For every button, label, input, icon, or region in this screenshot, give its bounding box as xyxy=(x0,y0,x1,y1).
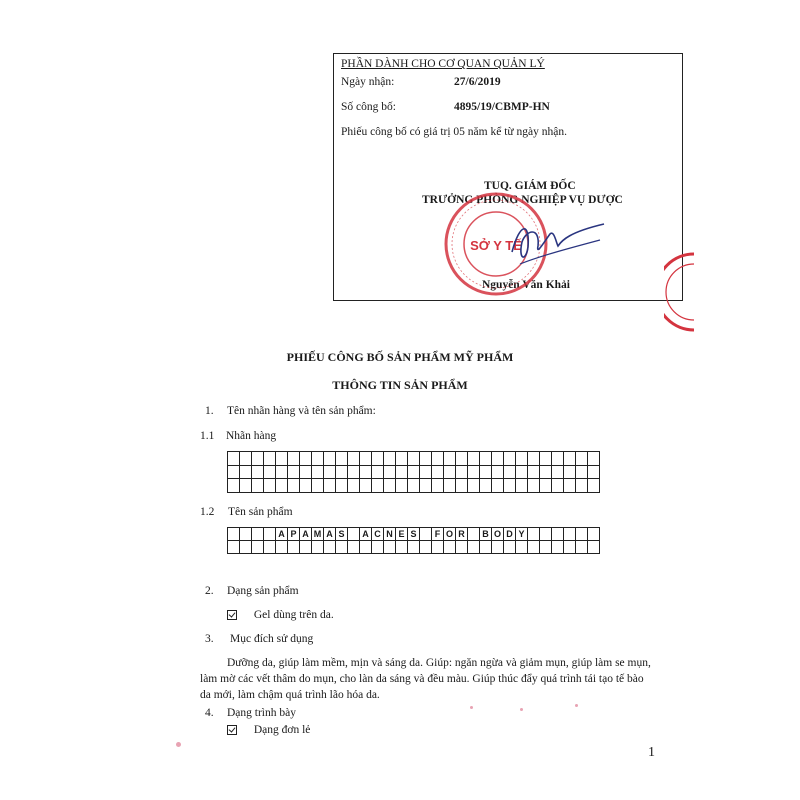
received-date-label: Ngày nhận: xyxy=(341,76,395,88)
grid-cell xyxy=(384,466,396,480)
section-3-text-line1: Dưỡng da, giúp làm mềm, mịn và sáng da. Giúp: ngăn ngừa và giảm mụn, giúp làm se mụn, xyxy=(227,657,651,669)
grid-cell xyxy=(432,479,444,493)
grid-cell xyxy=(432,466,444,480)
grid-cell xyxy=(576,479,588,493)
section-2-number: 2. xyxy=(205,585,214,597)
grid-cell xyxy=(240,528,252,541)
grid-cell xyxy=(576,452,588,466)
grid-cell xyxy=(276,452,288,466)
grid-cell: P xyxy=(288,528,300,541)
grid-cell xyxy=(264,541,276,554)
grid-cell xyxy=(276,479,288,493)
grid-cell xyxy=(300,479,312,493)
grid-cell xyxy=(564,452,576,466)
grid-cell xyxy=(480,479,492,493)
grid-cell xyxy=(492,541,504,554)
grid-cell xyxy=(576,541,588,554)
grid-cell xyxy=(456,541,468,554)
grid-cell xyxy=(552,541,564,554)
grid-cell xyxy=(588,466,600,480)
edge-stamp-icon xyxy=(664,252,694,332)
grid-cell: Y xyxy=(516,528,528,541)
grid-cell xyxy=(588,479,600,493)
grid-cell xyxy=(372,452,384,466)
grid-cell xyxy=(504,452,516,466)
grid-cell xyxy=(480,541,492,554)
stamp-text: SỞ Y TẾ xyxy=(470,238,522,253)
section-4-number: 4. xyxy=(205,707,214,719)
grid-cell xyxy=(564,479,576,493)
grid-cell xyxy=(336,466,348,480)
signer-name: Nguyễn Văn Khải xyxy=(482,279,570,291)
section-1-1-label: Nhãn hàng xyxy=(226,430,277,442)
grid-cell xyxy=(468,541,480,554)
grid-cell xyxy=(444,541,456,554)
ink-spot xyxy=(520,708,523,711)
grid-cell xyxy=(300,541,312,554)
grid-cell xyxy=(552,452,564,466)
grid-cell: A xyxy=(276,528,288,541)
grid-cell xyxy=(504,541,516,554)
grid-cell xyxy=(228,528,240,541)
grid-cell xyxy=(252,466,264,480)
grid-cell xyxy=(312,479,324,493)
grid-cell: B xyxy=(480,528,492,541)
section-1-2-label: Tên sản phẩm xyxy=(228,506,293,518)
section-4-label: Dạng trình bày xyxy=(227,707,296,719)
grid-cell xyxy=(264,528,276,541)
grid-cell xyxy=(228,452,240,466)
ink-spot xyxy=(575,704,578,707)
grid-cell xyxy=(396,466,408,480)
grid-cell xyxy=(324,452,336,466)
grid-cell xyxy=(360,466,372,480)
grid-cell xyxy=(540,466,552,480)
grid-cell xyxy=(516,479,528,493)
presentation-option xyxy=(227,724,310,736)
document-title: PHIẾU CÔNG BỐ SẢN PHẨM MỸ PHẨM xyxy=(286,350,514,364)
grid-cell xyxy=(492,479,504,493)
grid-cell xyxy=(384,541,396,554)
grid-cell xyxy=(456,479,468,493)
section-3-text-line2: làm mờ các vết thâm do mụn, cho làn da sáng và đều màu. Giúp thúc đẩy quá trình tái tạo tế bào xyxy=(200,673,644,685)
grid-cell xyxy=(252,528,264,541)
grid-cell xyxy=(480,452,492,466)
grid-cell xyxy=(228,541,240,554)
section-3-text-line3: da mới, làm chậm quá trình lão hóa da. xyxy=(200,689,380,701)
grid-cell: O xyxy=(492,528,504,541)
grid-cell xyxy=(384,452,396,466)
grid-cell xyxy=(528,541,540,554)
grid-cell xyxy=(444,452,456,466)
grid-cell xyxy=(252,479,264,493)
product-form-option-label: Gel dùng trên da. xyxy=(253,609,334,621)
grid-cell xyxy=(264,452,276,466)
grid-cell xyxy=(288,541,300,554)
page-number: 1 xyxy=(648,745,655,760)
grid-cell xyxy=(432,541,444,554)
grid-cell xyxy=(396,479,408,493)
grid-cell xyxy=(240,479,252,493)
grid-cell xyxy=(336,541,348,554)
grid-cell xyxy=(348,452,360,466)
grid-cell xyxy=(396,541,408,554)
grid-cell xyxy=(336,479,348,493)
received-date-value: 27/6/2019 xyxy=(454,76,501,88)
grid-cell xyxy=(540,479,552,493)
grid-cell: S xyxy=(336,528,348,541)
grid-cell xyxy=(324,466,336,480)
grid-cell xyxy=(456,452,468,466)
grid-cell xyxy=(408,452,420,466)
grid-cell xyxy=(360,479,372,493)
grid-cell xyxy=(540,452,552,466)
grid-cell xyxy=(312,452,324,466)
grid-cell xyxy=(360,452,372,466)
grid-cell xyxy=(264,479,276,493)
grid-cell: R xyxy=(456,528,468,541)
grid-cell xyxy=(276,466,288,480)
grid-cell xyxy=(432,452,444,466)
grid-cell xyxy=(516,541,528,554)
grid-cell xyxy=(324,541,336,554)
grid-cell xyxy=(240,541,252,554)
grid-cell xyxy=(300,452,312,466)
ink-spot xyxy=(470,706,473,709)
grid-cell xyxy=(516,466,528,480)
grid-cell xyxy=(312,541,324,554)
grid-cell xyxy=(504,466,516,480)
grid-cell: A xyxy=(300,528,312,541)
product-form-option xyxy=(227,609,334,621)
grid-cell xyxy=(492,452,504,466)
grid-cell xyxy=(576,528,588,541)
grid-cell xyxy=(228,466,240,480)
section-3-number: 3. xyxy=(205,633,214,645)
grid-cell xyxy=(504,479,516,493)
grid-cell xyxy=(564,541,576,554)
grid-cell xyxy=(372,466,384,480)
grid-cell: S xyxy=(408,528,420,541)
grid-cell xyxy=(288,452,300,466)
grid-cell xyxy=(576,466,588,480)
grid-cell: A xyxy=(324,528,336,541)
grid-cell xyxy=(348,479,360,493)
grid-cell xyxy=(252,541,264,554)
grid-cell xyxy=(348,528,360,541)
grid-cell xyxy=(300,466,312,480)
grid-cell xyxy=(252,452,264,466)
grid-cell xyxy=(372,541,384,554)
grid-cell: C xyxy=(372,528,384,541)
grid-cell xyxy=(540,541,552,554)
grid-cell xyxy=(408,541,420,554)
grid-cell xyxy=(288,466,300,480)
grid-cell xyxy=(468,466,480,480)
sign-title-line1: TUQ. GIÁM ĐỐC xyxy=(484,180,576,192)
grid-cell xyxy=(564,466,576,480)
grid-cell xyxy=(408,479,420,493)
grid-cell xyxy=(348,466,360,480)
grid-cell xyxy=(228,479,240,493)
section-3-label: Mục đích sử dụng xyxy=(230,633,314,645)
grid-cell xyxy=(528,452,540,466)
grid-cell xyxy=(516,452,528,466)
presentation-checkbox xyxy=(227,725,237,735)
grid-cell xyxy=(240,452,252,466)
grid-cell xyxy=(348,541,360,554)
section-1-number: 1. xyxy=(205,405,214,417)
grid-cell xyxy=(468,479,480,493)
ink-spot xyxy=(176,742,181,747)
grid-cell xyxy=(396,452,408,466)
grid-cell xyxy=(444,479,456,493)
grid-cell xyxy=(360,541,372,554)
section-1-label: Tên nhãn hàng và tên sản phẩm: xyxy=(227,405,376,417)
grid-cell: F xyxy=(432,528,444,541)
grid-cell: O xyxy=(444,528,456,541)
document-subtitle: THÔNG TIN SẢN PHẨM xyxy=(332,378,468,392)
sign-title-line2: TRƯỞNG PHÒNG NGHIỆP VỤ DƯỢC xyxy=(422,194,623,206)
grid-cell xyxy=(528,479,540,493)
grid-cell xyxy=(468,528,480,541)
grid-cell xyxy=(420,466,432,480)
grid-cell xyxy=(264,466,276,480)
grid-cell xyxy=(420,541,432,554)
grid-cell xyxy=(372,479,384,493)
grid-cell xyxy=(588,541,600,554)
grid-cell xyxy=(276,541,288,554)
product-form-checkbox xyxy=(227,610,237,620)
grid-cell xyxy=(552,528,564,541)
grid-cell xyxy=(420,452,432,466)
section-1-2-number: 1.2 xyxy=(200,506,215,518)
grid-cell xyxy=(312,466,324,480)
grid-cell: E xyxy=(396,528,408,541)
product-name-grid xyxy=(227,527,600,554)
grid-cell xyxy=(588,452,600,466)
grid-cell xyxy=(588,528,600,541)
grid-cell: M xyxy=(312,528,324,541)
grid-cell xyxy=(528,528,540,541)
presentation-option-label: Dạng đơn lẻ xyxy=(253,724,311,736)
grid-cell: A xyxy=(360,528,372,541)
grid-cell xyxy=(420,479,432,493)
validity-note: Phiếu công bố có giá trị 05 năm kể từ ngày nhận. xyxy=(341,126,567,138)
grid-cell xyxy=(456,466,468,480)
agency-section-title: PHẦN DÀNH CHO CƠ QUAN QUẢN LÝ xyxy=(341,58,545,70)
grid-cell xyxy=(420,528,432,541)
grid-cell xyxy=(288,479,300,493)
section-2-label: Dạng sản phẩm xyxy=(227,585,299,597)
grid-cell xyxy=(552,479,564,493)
grid-cell xyxy=(540,528,552,541)
grid-cell xyxy=(564,528,576,541)
grid-cell xyxy=(468,452,480,466)
section-1-1-number: 1.1 xyxy=(200,430,215,442)
brand-name-grid xyxy=(227,451,600,493)
announcement-number-value: 4895/19/CBMP-HN xyxy=(454,101,550,113)
grid-cell xyxy=(384,479,396,493)
grid-cell xyxy=(552,466,564,480)
grid-cell: N xyxy=(384,528,396,541)
grid-cell xyxy=(528,466,540,480)
grid-cell xyxy=(240,466,252,480)
grid-cell xyxy=(480,466,492,480)
grid-cell xyxy=(336,452,348,466)
signature-icon xyxy=(500,212,610,272)
grid-cell xyxy=(324,479,336,493)
announcement-number-label: Số công bố: xyxy=(341,101,396,113)
grid-cell xyxy=(408,466,420,480)
grid-cell xyxy=(444,466,456,480)
grid-cell: D xyxy=(504,528,516,541)
grid-cell xyxy=(492,466,504,480)
